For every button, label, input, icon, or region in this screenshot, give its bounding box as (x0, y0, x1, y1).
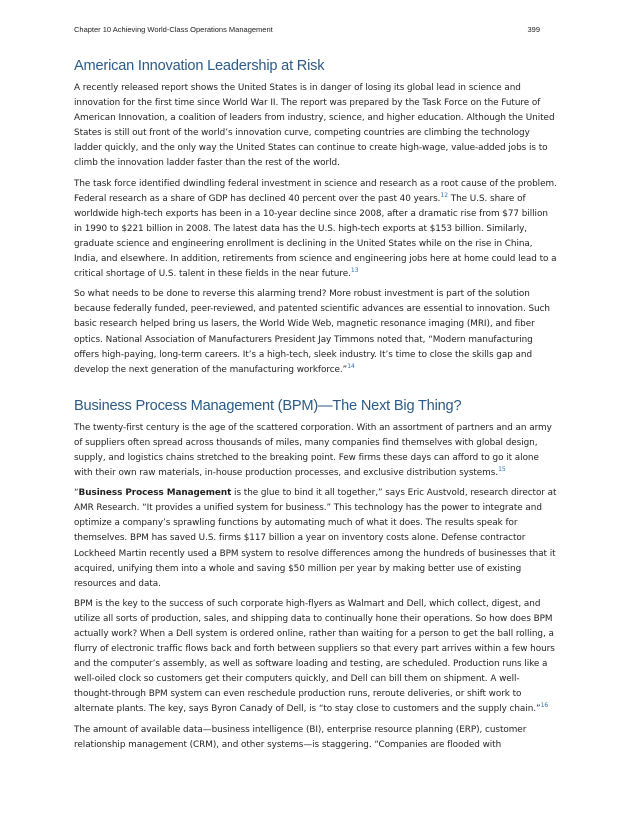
page-number: 399 (527, 25, 540, 34)
paragraph-text: The twenty-first century is the age of the scattered corporation. With an assortment of partners and an army of suppliers often spread across thousands of miles, many companies find themselves with global design, supply, and logistics chains stretched to the breaking point. Few firms these days can afford to go it alone with their own raw materials, in-house production processes, and exclusive distribution systems. (74, 422, 552, 479)
key-term: Business Process Management (78, 488, 232, 499)
paragraph-text: The U.S. share of worldwide high-tech exports has been in a 10-year decline since 2008, after a dramatic rise from $77 billion in 1990 to $221 billion in 2008. The latest data has the U.S. high-tech exports at $153 billion. Similarly, graduate science and engineering enrollment is declining in the United States while on the rise in China, India, and elsewhere. In addition, retirements from science and engineering jobs here at home could lead to a critical shortage of U.S. talent in these fields in the near future. (74, 193, 557, 280)
paragraph (74, 177, 557, 283)
section-heading-bpm: Business Process Management (BPM)—The Next Big Thing? (74, 397, 462, 414)
footnote-ref[interactable]: 15 (498, 466, 506, 474)
paragraph (74, 597, 557, 718)
footnote-ref[interactable]: 13 (350, 267, 359, 275)
chapter-title: Chapter 10 Achieving World-Class Operations Management (74, 25, 273, 34)
paragraph-text: So what needs to be done to reverse this alarming trend? More robust investment is part of the solution because federally funded, peer-reviewed, and patented scientific advances are essential to innovation. Such basic research helped bring us lasers, the World Wide Web, magnetic resonance imaging (MRI), and fiber optics. National Association of Manufacturers President Jay Timmons noted that, “Modern manufacturing offers high-paying, long-term careers. It’s a high-tech, sleek industry. It’s time to close the skills gap and develop the next generation of the manufacturing workforce.” (74, 289, 550, 375)
paragraph: The amount of available data—business intelligence (BI), enterprise resource planning (ERP), customer relationship management (CRM), and other systems—is staggering. “Companies are flooded with (74, 724, 527, 750)
open-quote: “ (74, 488, 79, 499)
paragraph (74, 287, 557, 378)
paragraph-text: The task force identified dwindling federal investment in science and research as a root cause of the problem. Federal research as a share of GDP has declined 40 percent over the past 40 years. (74, 178, 557, 204)
section-heading-innovation: American Innovation Leadership at Risk (74, 58, 325, 74)
paragraph-text: BPM is the key to the success of such corporate high-flyers as Walmart and Dell, which collect, digest, and utilize all sorts of production, sales, and shipping data to continually hone their operations. So how does BPM actually work? When a Dell system is ordered online, rather than waiting for a person to get the ball rolling, a flurry of electronic traffic flows back and forth between suppliers so that every part arrives within a few hours and the computer’s assembly, as well as software loading and testing, are scheduled. Production runs like a well-oiled clock so customers get their computers quickly, and Dell can bill them on shipment. A well-thought-through BPM system can even reschedule production runs, reroute deliveries, or shift work to alternate plants. The key, says Byron Canady of Dell, is “to stay close to customers and the supply chain.” (74, 598, 555, 715)
paragraph-text: is the glue to bind it all together,” says Eric Austvold, research director at AMR Research. “It provides a unified system for business.” This technology has the power to integrate and optimize a company’s sprawling functions by automating much of what it does. The results speak for themselves. BPM has saved U.S. firms $117 billion a year on inventory costs alone. Defense contractor Lockheed Martin recently used a BPM system to resolve differences among the hundreds of businesses that it acquired, unifying them into a whole and saving $50 million per year by making better use of existing resources and data. (74, 488, 557, 589)
paragraph (74, 421, 557, 481)
paragraph (74, 486, 557, 592)
paragraph: A recently released report shows the United States is in danger of losing its global lead in science and innovation for the first time since World War II. The report was prepared by the Task Force on the Future of American Innovation, a coalition of leaders from industry, science, and higher education. Although the United States is still out front of the world’s innovation curve, competing countries are climbing the technology ladder quickly, and the only way the United States can continue to create high-wage, value-added jobs is to climb the innovation ladder faster than the rest of the world. (74, 83, 555, 169)
footnote-ref[interactable]: 12 (440, 191, 448, 199)
main-content (74, 58, 557, 758)
running-header (74, 25, 540, 34)
footnote-ref[interactable]: 16 (540, 702, 549, 710)
footnote-ref[interactable]: 14 (347, 362, 355, 370)
